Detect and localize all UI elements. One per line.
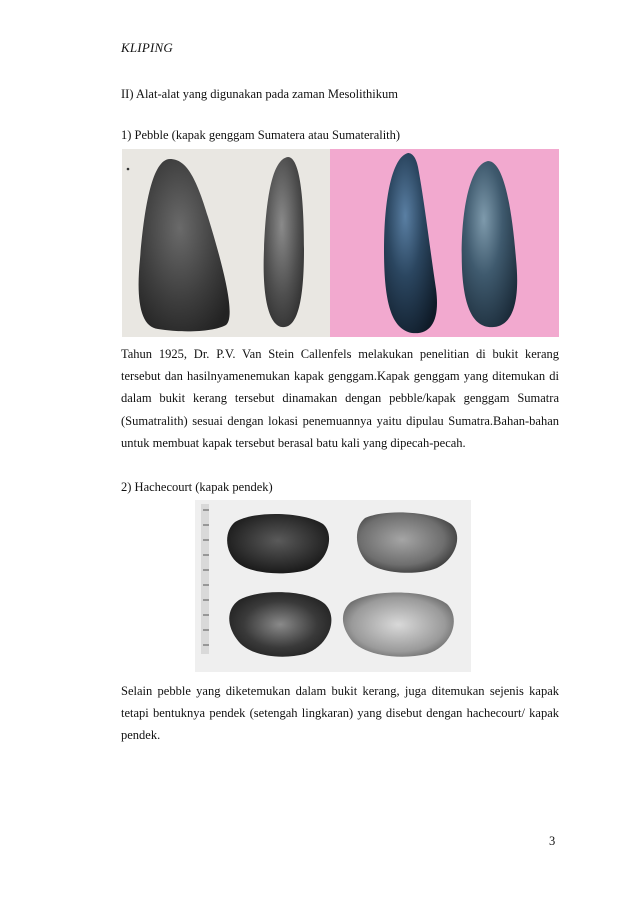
hachecourt-stone-top-right [357, 512, 457, 572]
paragraph-hachecourt: Selain pebble yang diketemukan dalam bukit kerang, juga ditemukan sejenis kapak tetapi bentuknya pendek (setengah lingkaran) yang disebut dengan hachecourt/ kapak pendek. [121, 684, 559, 743]
pebble-figure [122, 149, 559, 337]
hachecourt-stone-axes-photo-icon [195, 500, 471, 672]
section-heading: II) Alat-alat yang digunakan pada zaman Mesolithikum [121, 87, 398, 101]
hachecourt-stone-top-left [227, 514, 329, 573]
paragraph-pebble: Tahun 1925, Dr. P.V. Van Stein Callenfels melakukan penelitian di bukit kerang tersebut dan hasilnyamenemukan kapak genggam.Kapak genggam yang ditemukan di dalam bukit kerang tersebut dinamakan dengan pebble/kapak genggam Sumatra (Sumatralith) sesuai dengan lokasi penemuannya yaitu dipulau Sumatra.Bahan-bahan untuk membuat kapak tersebut berasal batu kali yang dipecah-pecah. [121, 347, 559, 450]
item-heading-pebble: 1) Pebble (kapak genggam Sumatera atau Sumateralith) [121, 128, 401, 142]
running-header: KLIPING [121, 40, 173, 55]
item-heading-hachecourt: 2) Hachecourt (kapak pendek) [121, 480, 273, 494]
right-photo-background [330, 149, 559, 337]
pebble-stone-axes-photo-icon [122, 149, 559, 337]
page-number: 3 [549, 834, 556, 848]
hachecourt-figure [195, 500, 471, 672]
